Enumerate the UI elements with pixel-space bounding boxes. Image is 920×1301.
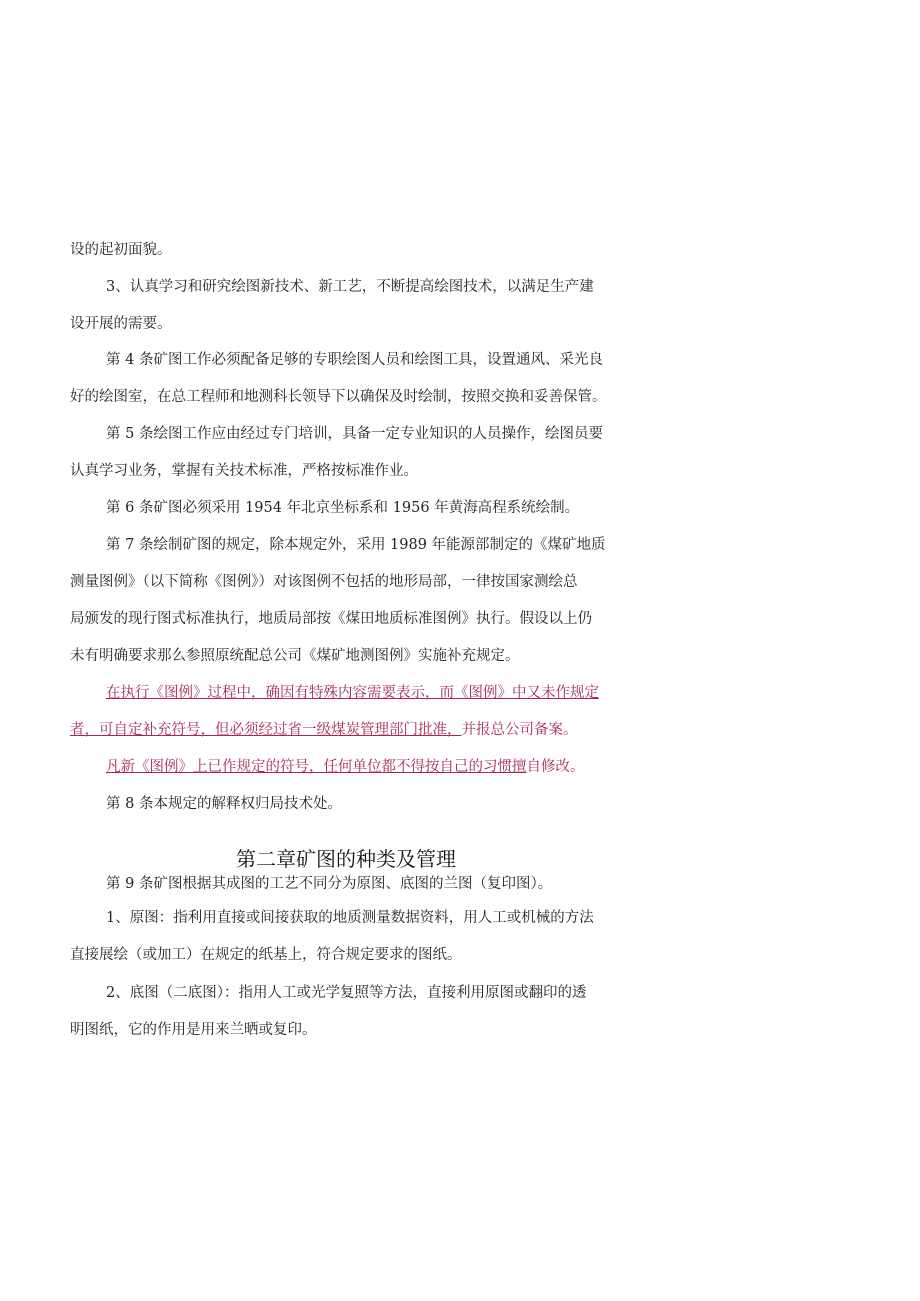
paragraph-line: 局颁发的现行图式标准执行，地质局部按《煤田地质标准图例》执行。假设以上仍 bbox=[70, 611, 592, 627]
paragraph-line: 测量图例》（以下简称《图例》）对该图例不包括的地形局部，一律按国家测绘总 bbox=[70, 574, 578, 590]
chapter-heading: 第二章矿图的种类及管理 bbox=[236, 847, 456, 871]
paragraph-line: 第 9 条矿图根据其成图的工艺不同分为原图、底图的兰图（复印图）。 bbox=[106, 876, 553, 892]
revision-underlined-text: 凡新《图例》上已作规定的符号，任何单位都不得按自己的习惯擅 bbox=[106, 759, 527, 775]
paragraph-line: 好的绘图室，在总工程师和地测科长领导下以确保及时绘制，按照交换和妥善保管。 bbox=[70, 389, 607, 405]
revision-line: 在执行《图例》过程中，确因有特殊内容需要表示，而《图例》中又未作规定 bbox=[106, 685, 599, 701]
paragraph-line: 直接展绘（或加工）在规定的纸基上，符合规定要求的图纸。 bbox=[70, 947, 462, 963]
paragraph-line: 设的起初面貌。 bbox=[70, 242, 172, 258]
revision-line bbox=[70, 720, 626, 740]
paragraph-line: 1、原图：指利用直接或间接获取的地质测量数据资料，用人工或机械的方法 bbox=[106, 910, 594, 926]
revision-underlined-text: 者，可自定补充符号，但必须经过省一级煤炭管理部门批准， bbox=[70, 722, 462, 738]
paragraph-line: 3、认真学习和研究绘图新技术、新工艺，不断提高绘图技术，以满足生产建 bbox=[106, 279, 594, 295]
paragraph-line: 第 7 条绘制矿图的规定，除本规定外，采用 1989 年能源部制定的《煤矿地质 bbox=[106, 537, 606, 553]
paragraph-line: 2、底图（二底图）：指用人工或光学复照等方法，直接利用原图或翻印的透 bbox=[106, 985, 587, 1001]
paragraph-line: 设开展的需要。 bbox=[70, 316, 172, 332]
paragraph-line: 第 5 条绘图工作应由经过专门培训，具备一定专业知识的人员操作，绘图员要 bbox=[106, 426, 603, 442]
paragraph-line: 第 6 条矿图必须采用 1954 年北京坐标系和 1956 年黄海高程系统绘制。 bbox=[106, 500, 580, 516]
revision-line bbox=[106, 757, 662, 777]
revision-text: 并报总公司备案。 bbox=[461, 722, 578, 738]
paragraph-line: 未有明确要求那么参照原统配总公司《煤矿地测图例》实施补充规定。 bbox=[70, 648, 520, 664]
paragraph-line: 第 4 条矿图工作必须配备足够的专职绘图人员和绘图工具，设置通风、采光良 bbox=[106, 352, 603, 368]
paragraph-line: 认真学习业务，掌握有关技术标准，严格按标准作业。 bbox=[70, 463, 418, 479]
revision-text: 自修改。 bbox=[526, 759, 585, 775]
paragraph-line: 第 8 条本规定的解释权归局技术处。 bbox=[106, 796, 342, 812]
paragraph-line: 明图纸，它的作用是用来兰晒或复印。 bbox=[70, 1022, 317, 1038]
